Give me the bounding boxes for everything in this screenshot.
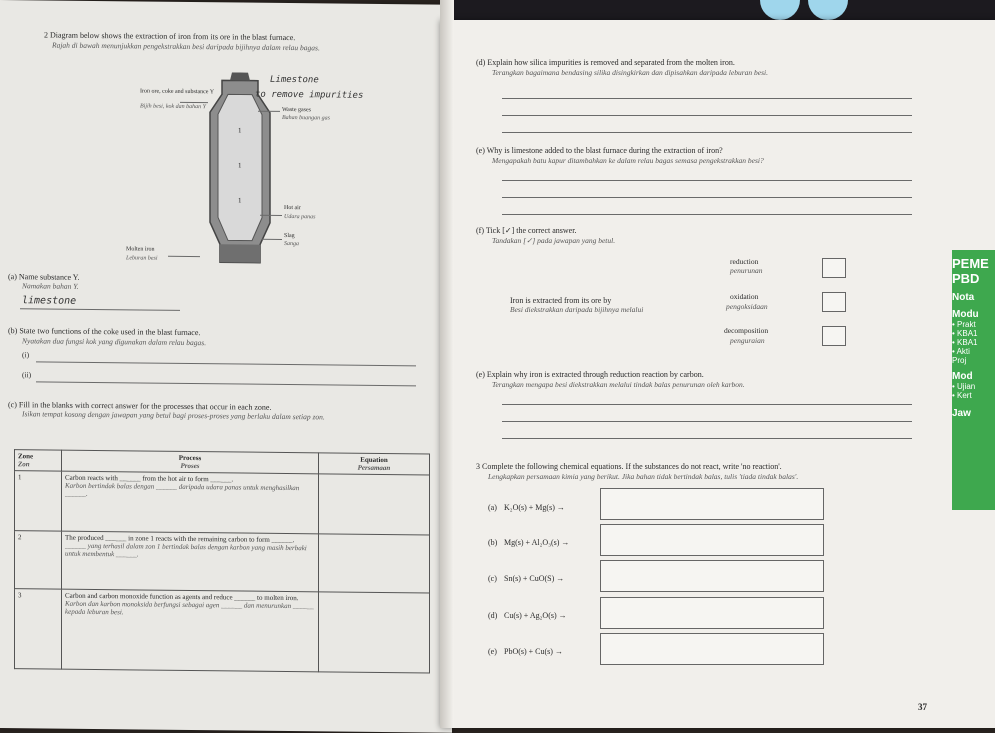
option-label-ms: pengoksidaan bbox=[726, 302, 768, 311]
q2-title: 2 Diagram below shows the extraction of iron from its ore in the blast furnace. bbox=[44, 30, 296, 43]
zone-cell: 3 bbox=[15, 589, 62, 669]
qf-question-ms: Tandakan [✓] pada jawapan yang betul. bbox=[492, 236, 616, 245]
tick-box-decomposition[interactable] bbox=[822, 326, 846, 346]
side-menu-item[interactable]: Mod bbox=[952, 371, 973, 382]
zones-table bbox=[14, 449, 430, 673]
qa-answer-line bbox=[20, 308, 180, 311]
option-label: oxidation bbox=[730, 292, 759, 301]
equation-text: Mg(s) + Al₂O₃(s) → bbox=[504, 538, 570, 547]
side-menu-item[interactable]: Jaw bbox=[952, 408, 971, 419]
header-zone: Zone Zon bbox=[15, 450, 62, 471]
label-hot-air: Hot air bbox=[284, 204, 301, 212]
qe-question-ms: Mengapakah batu kapur ditambahkan ke dalam relau bagas semasa pengekstrakkan besi? bbox=[492, 156, 764, 165]
label-waste: Waste gases bbox=[282, 106, 312, 114]
qb-i-label: (i) bbox=[22, 350, 30, 360]
header-equation: Equation Persamaan bbox=[319, 453, 430, 475]
side-menu-item[interactable]: Modu bbox=[952, 309, 979, 320]
qe-line-2[interactable] bbox=[502, 197, 912, 198]
qc-question-ms: Isikan tempat kosong dengan jawapan yang betul bagi proses-proses yang berlaku dalam setiap zon. bbox=[22, 409, 325, 422]
equation-text: K₂O(s) + Mg(s) → bbox=[504, 503, 565, 512]
qe-question: (e) Why is limestone added to the blast furnace during the extraction of iron? bbox=[476, 146, 723, 155]
qg-question-ms: Terangkan mengapa besi diekstrakkan melalui tindak balas penurunan oleh karbon. bbox=[492, 380, 745, 389]
svg-text:1: 1 bbox=[238, 196, 242, 205]
equation-text: Sn(s) + CuO(S) → bbox=[504, 574, 565, 583]
arrow-waste bbox=[258, 111, 280, 112]
arrow-molten bbox=[168, 256, 200, 257]
qf-question: (f) Tick [✓] the correct answer. bbox=[476, 226, 577, 235]
equation-cell[interactable] bbox=[319, 592, 430, 673]
svg-text:1: 1 bbox=[238, 161, 242, 170]
qg-line-3[interactable] bbox=[502, 438, 912, 439]
qd-line-1[interactable] bbox=[502, 98, 912, 99]
option-label: decomposition bbox=[724, 326, 769, 335]
label-iron-ore: Iron ore, coke and substance Y bbox=[140, 88, 215, 96]
side-menu-item[interactable]: Nota bbox=[952, 292, 975, 303]
side-menu-item[interactable]: • Akti bbox=[952, 347, 970, 356]
qg-line-2[interactable] bbox=[502, 421, 912, 422]
process-cell[interactable]: Carbon and carbon monoxide function as agents and reduce ______ to molten iron. Karbon dan karbon monoksida berfungsi sebagai agen ______ dan menurunkan ______ kepada leburan besi. bbox=[62, 589, 319, 672]
eq-label: (c) bbox=[488, 574, 497, 583]
q2-title-ms: Rajah di bawah menunjukkan pengekstrakkan besi daripada bijihnya dalam relau bagas. bbox=[52, 40, 320, 53]
qc-question: (c) Fill in the blanks with correct answer for the processes that occur in each zone. bbox=[8, 400, 272, 412]
left-page bbox=[0, 0, 452, 733]
eq-label: (d) bbox=[488, 611, 498, 620]
qd-line-2[interactable] bbox=[502, 115, 912, 116]
process-cell[interactable]: Carbon reacts with ______ from the hot air to form ______. Karbon bertindak balas dengan ______ daripada udara panas untuk menghasilkan ______. bbox=[62, 471, 319, 534]
qf-stem: Iron is extracted from its ore by bbox=[510, 296, 612, 305]
book-spine bbox=[440, 0, 454, 728]
qe-line-1[interactable] bbox=[502, 180, 912, 181]
zone-cell: 2 bbox=[15, 531, 62, 589]
qg-question: (e) Explain why iron is extracted through reduction reaction by carbon. bbox=[476, 370, 704, 379]
equation-cell[interactable] bbox=[319, 474, 430, 535]
table-row bbox=[15, 589, 430, 673]
background-top bbox=[452, 0, 995, 22]
answer-box[interactable] bbox=[600, 488, 824, 520]
equation-cell[interactable] bbox=[319, 534, 430, 593]
label-molten: Molten iron bbox=[126, 246, 155, 253]
label-waste-ms: Bahan buangan gas bbox=[282, 114, 330, 122]
answer-box[interactable] bbox=[600, 560, 824, 592]
qb-i-line[interactable] bbox=[36, 361, 416, 366]
label-iron-ore-ms: Bijih besi, kok dan bahan Y bbox=[140, 103, 206, 111]
side-menu-item[interactable]: PBD bbox=[952, 271, 980, 286]
qa-question-ms: Namakan bahan Y. bbox=[22, 281, 79, 291]
label-slag: Slag bbox=[284, 232, 295, 240]
qa-answer[interactable]: limestone bbox=[22, 295, 77, 307]
equation-text: PbO(s) + Cu(s) → bbox=[504, 647, 563, 656]
side-menu-item[interactable]: • KBA1 bbox=[952, 338, 978, 347]
side-menu-item[interactable]: Proj bbox=[952, 356, 967, 365]
qb-question-ms: Nyatakan dua fungsi kok yang digunakan dalam relau bagas. bbox=[22, 336, 207, 348]
eq-label: (b) bbox=[488, 538, 498, 547]
tick-box-oxidation[interactable] bbox=[822, 292, 846, 312]
qb-ii-line[interactable] bbox=[36, 381, 416, 386]
right-page bbox=[440, 20, 995, 728]
arrow-hot-air bbox=[260, 215, 282, 216]
page-number: 37 bbox=[918, 702, 927, 712]
qb-ii-label: (ii) bbox=[22, 370, 32, 380]
hw-impurities: to remove impurities bbox=[255, 89, 364, 101]
header-process: Process Proses bbox=[62, 450, 319, 474]
blast-furnace-diagram bbox=[200, 72, 280, 273]
option-label-ms: penurunan bbox=[730, 266, 763, 275]
answer-box[interactable] bbox=[600, 597, 824, 629]
option-label: reduction bbox=[730, 257, 759, 266]
arrow-slag bbox=[262, 239, 282, 240]
answer-box[interactable] bbox=[600, 524, 824, 556]
q3-question: 3 Complete the following chemical equations. If the substances do not react, write 'no reaction'. bbox=[476, 462, 782, 471]
eq-label: (a) bbox=[488, 503, 497, 512]
table-row bbox=[15, 531, 430, 593]
svg-text:1: 1 bbox=[238, 126, 242, 135]
hw-limestone-top: Limestone bbox=[270, 74, 319, 86]
process-cell[interactable]: The produced ______ in zone 1 reacts with the remaining carbon to form ______. ______ yang terhasil dalam zon 1 bertindak balas dengan karbon yang masih berbaki untuk membentuk ______. bbox=[62, 531, 319, 592]
option-label-ms: penguraian bbox=[730, 336, 765, 345]
qb-question: (b) State two functions of the coke used in the blast furnace. bbox=[8, 326, 201, 338]
eq-label: (e) bbox=[488, 647, 497, 656]
qd-question-ms: Terangkan bagaimana bendasing silika disingkirkan dan dipisahkan daripada leburan besi. bbox=[492, 68, 768, 77]
side-menu-item[interactable]: • Ujian bbox=[952, 382, 976, 391]
side-menu-tab[interactable] bbox=[952, 250, 995, 510]
side-menu-item[interactable]: • Prakt bbox=[952, 320, 976, 329]
answer-box[interactable] bbox=[600, 633, 824, 665]
qd-line-3[interactable] bbox=[502, 132, 912, 133]
side-menu-item[interactable]: PEME bbox=[952, 256, 989, 271]
equation-text: Cu(s) + Ag₂O(s) → bbox=[504, 611, 567, 620]
qe-line-3[interactable] bbox=[502, 214, 912, 215]
qg-line-1[interactable] bbox=[502, 404, 912, 405]
label-hot-air-ms: Udara panas bbox=[284, 213, 316, 221]
label-slag-ms: Sanga bbox=[284, 240, 299, 248]
table-row bbox=[15, 471, 430, 535]
tick-box-reduction[interactable] bbox=[822, 258, 846, 278]
qa-question: (a) Name substance Y. bbox=[8, 272, 80, 282]
qf-stem-ms: Besi diekstrakkan daripada bijihnya melalui bbox=[510, 305, 644, 314]
qd-question: (d) Explain how silica impurities is removed and separated from the molten iron. bbox=[476, 58, 735, 67]
zone-cell: 1 bbox=[15, 471, 62, 531]
side-menu-item[interactable]: • Kert bbox=[952, 391, 972, 400]
side-menu-item[interactable]: • KBA1 bbox=[952, 329, 978, 338]
label-molten-ms: Leburan besi bbox=[126, 255, 158, 262]
q3-question-ms: Lengkapkan persamaan kimia yang berikut. Jika bahan tidak bertindak balas, tulis 'tiada tindak balas'. bbox=[488, 472, 799, 481]
